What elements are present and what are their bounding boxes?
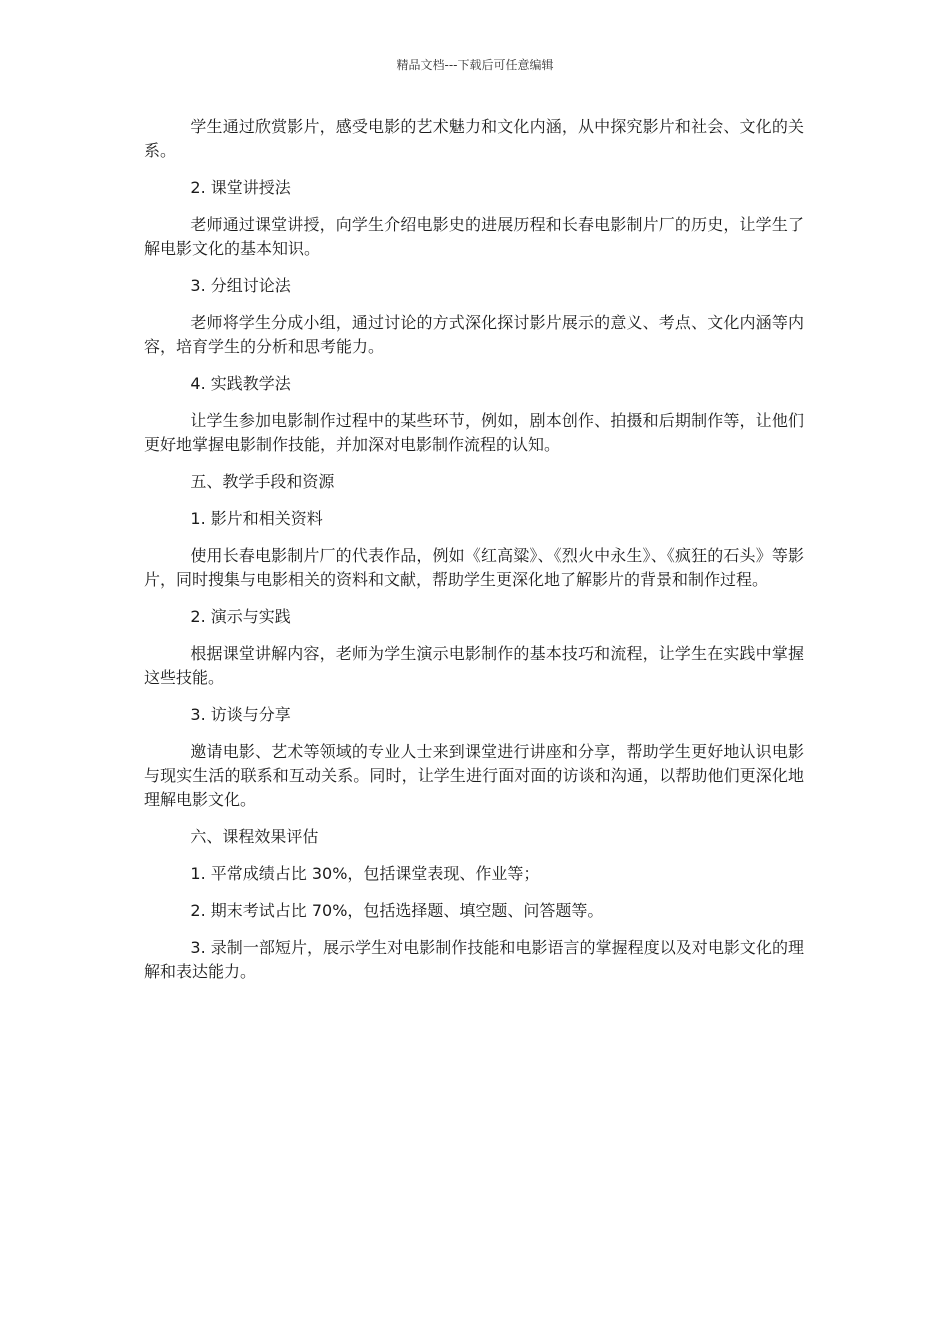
- paragraph-demo-practice: 根据课堂讲解内容，老师为学生演示电影制作的基本技巧和流程，让学生在实践中掌握这些技能。: [144, 644, 804, 687]
- heading-films-materials: 1. 影片和相关资料: [190, 509, 323, 528]
- list-item-regular-grades: 1. 平常成绩占比 30%，包括课堂表现、作业等；: [190, 864, 540, 883]
- heading-practice-teaching: 4. 实践教学法: [190, 374, 291, 393]
- heading-section-five: 五、教学手段和资源: [190, 472, 335, 491]
- paragraph-interview-sharing: 邀请电影、艺术等领域的专业人士来到课堂进行讲座和分享，帮助学生更好地认识电影与现实生活的联系和互动关系。同时，让学生进行面对面的访谈和沟通，以帮助他们更深化地理解电影文化。: [144, 742, 804, 809]
- paragraph-practice-teaching: 让学生参加电影制作过程中的某些环节，例如，剧本创作、拍摄和后期制作等，让他们更好地掌握电影制作技能，并加深对电影制作流程的认知。: [144, 411, 804, 454]
- list-item-short-film: 3. 录制一部短片，展示学生对电影制作技能和电影语言的掌握程度以及对电影文化的理解和表达能力。: [144, 938, 804, 981]
- paragraph-film-appreciation-desc: 学生通过欣赏影片，感受电影的艺术魅力和文化内涵，从中探究影片和社会、文化的关系。: [144, 117, 804, 160]
- heading-demo-practice: 2. 演示与实践: [190, 607, 291, 626]
- document-body: [144, 115, 804, 997]
- page-header: 精品文档---下载后可任意编辑: [396, 58, 554, 72]
- heading-group-discussion: 3. 分组讨论法: [190, 276, 291, 295]
- heading-interview-sharing: 3. 访谈与分享: [190, 705, 291, 724]
- paragraph-lecture-method: 老师通过课堂讲授，向学生介绍电影史的进展历程和长春电影制片厂的历史，让学生了解电影文化的基本知识。: [144, 215, 804, 258]
- list-item-final-exam: 2. 期末考试占比 70%，包括选择题、填空题、问答题等。: [190, 901, 604, 920]
- heading-section-six: 六、课程效果评估: [190, 827, 319, 846]
- paragraph-films-materials: 使用长春电影制片厂的代表作品，例如《红高粱》、《烈火中永生》、《疯狂的石头》等影片，同时搜集与电影相关的资料和文献，帮助学生更深化地了解影片的背景和制作过程。: [144, 546, 804, 589]
- heading-lecture-method: 2. 课堂讲授法: [190, 178, 291, 197]
- paragraph-group-discussion: 老师将学生分成小组，通过讨论的方式深化探讨影片展示的意义、考点、文化内涵等内容，培育学生的分析和思考能力。: [144, 313, 804, 356]
